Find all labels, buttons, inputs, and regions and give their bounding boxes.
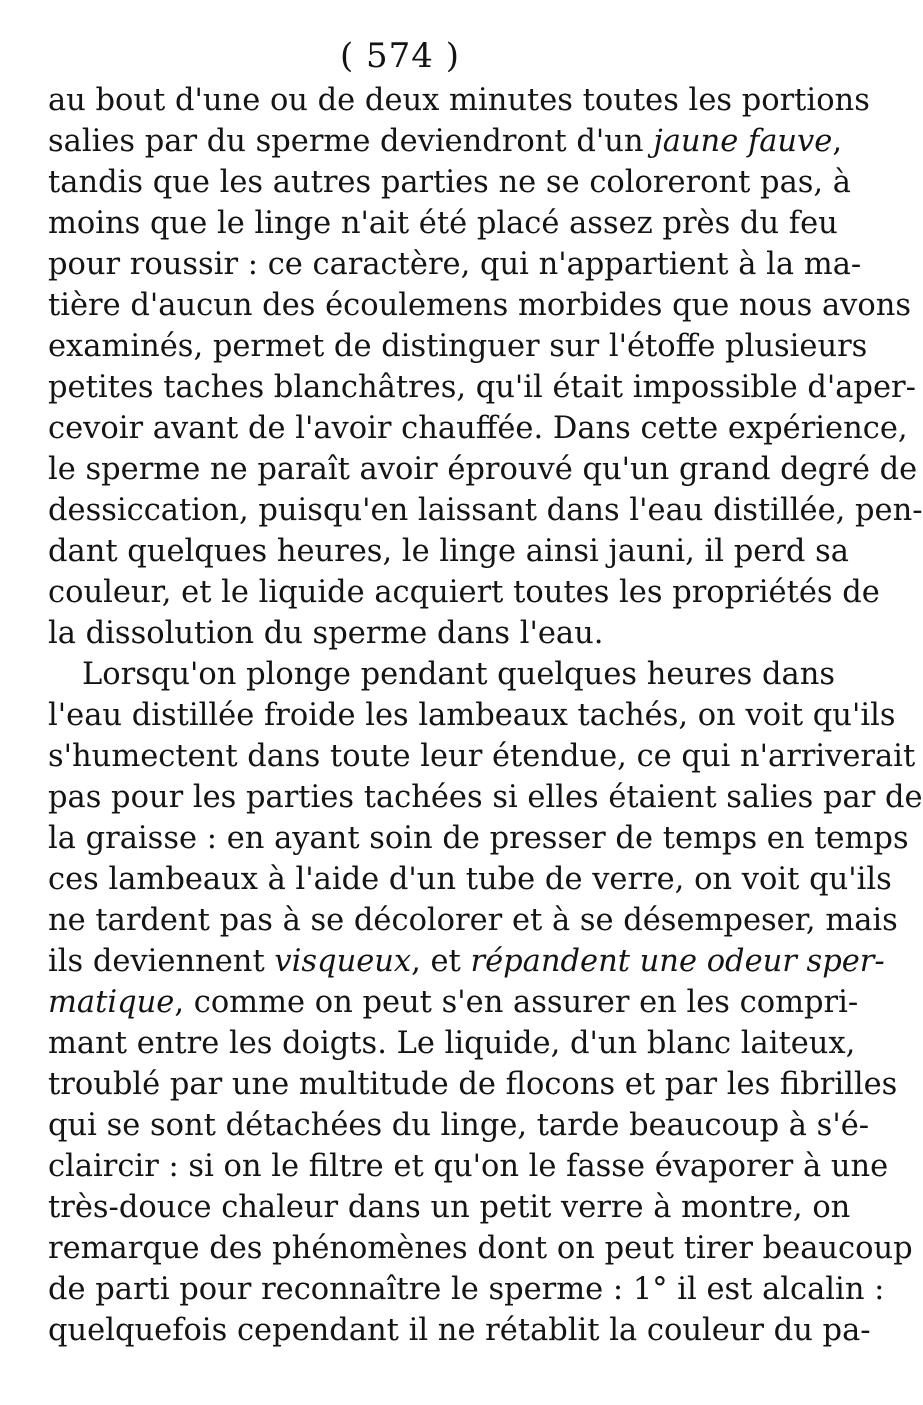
- text-line: [48, 162, 851, 203]
- text-line: [48, 531, 849, 572]
- text-segment: la graisse : en ayant soin de presser de temps en temps: [48, 821, 909, 856]
- text-segment: salies par du sperme deviendront d'un: [48, 124, 654, 159]
- text-segment: quelquefois cependant il ne rétablit la couleur du pa-: [48, 1313, 871, 1348]
- text-line: [48, 613, 752, 654]
- text-line: [48, 736, 916, 777]
- text-line: [48, 490, 923, 531]
- italic-text: jaune fauve: [653, 124, 833, 159]
- text-line: [48, 285, 912, 326]
- text-segment: petites taches blanchâtres, qu'il était impossible d'aper-: [48, 370, 916, 405]
- text-line: [48, 859, 892, 900]
- page-number: ( 574 ): [339, 36, 461, 76]
- text-line: [48, 1187, 851, 1228]
- text-line: [48, 326, 868, 367]
- text-line: [48, 982, 859, 1023]
- text-segment: moins que le linge n'ait été placé assez près du feu: [48, 206, 838, 241]
- text-segment: dessiccation, puisqu'en laissant dans l'eau distillée, pen-: [48, 493, 923, 528]
- text-segment: très-douce chaleur dans un petit verre à montre, on: [48, 1190, 851, 1225]
- text-line: [48, 900, 898, 941]
- text-segment: l'eau distillée froide les lambeaux tachés, on voit qu'ils: [48, 698, 896, 733]
- text-segment: pour roussir : ce caractère, qui n'appartient à la ma-: [48, 247, 862, 282]
- italic-text: répandent une odeur sper-: [470, 944, 885, 979]
- body-text: [48, 80, 923, 1351]
- text-line: [48, 777, 923, 818]
- text-segment: qui se sont détachées du linge, tarde beaucoup à s'é-: [48, 1108, 870, 1143]
- text-segment: pas pour les parties tachées si elles étaient salies par de: [48, 780, 923, 815]
- text-segment: la dissolution du sperme dans l'eau.: [48, 616, 604, 651]
- text-segment: ils deviennent: [48, 944, 275, 979]
- text-line: [48, 695, 896, 736]
- text-line: [48, 244, 862, 285]
- text-segment: mant entre les doigts. Le liquide, d'un blanc laiteux,: [48, 1026, 856, 1061]
- text-line: [48, 1269, 885, 1310]
- text-segment: couleur, et le liquide acquiert toutes les propriétés de: [48, 575, 880, 610]
- text-segment: au bout d'une ou de deux minutes toutes les portions: [48, 83, 870, 118]
- text-segment: cevoir avant de l'avoir chauffée. Dans cette expérience,: [48, 411, 908, 446]
- text-line: [48, 1228, 913, 1269]
- text-line: [48, 80, 870, 121]
- text-segment: ces lambeaux à l'aide d'un tube de verre, on voit qu'ils: [48, 862, 892, 897]
- text-line: [48, 1064, 898, 1105]
- text-line: [48, 572, 880, 613]
- text-line: [48, 1146, 889, 1187]
- text-line: [48, 449, 918, 490]
- text-segment: le sperme ne paraît avoir éprouvé qu'un grand degré de: [48, 452, 918, 487]
- text-line: [48, 1310, 871, 1351]
- text-segment: claircir : si on le filtre et qu'on le fasse évaporer à une: [48, 1149, 889, 1184]
- text-segment: s'humectent dans toute leur étendue, ce qui n'arriverait: [48, 739, 916, 774]
- text-segment: , et: [411, 944, 471, 979]
- text-line: [48, 1023, 856, 1064]
- text-line: [48, 818, 909, 859]
- text-segment: dant quelques heures, le linge ainsi jauni, il perd sa: [48, 534, 849, 569]
- italic-text: visqueux: [274, 944, 412, 979]
- italic-text: matique: [48, 985, 175, 1020]
- text-segment: remarque des phénomènes dont on peut tirer beaucoup: [48, 1231, 913, 1266]
- text-segment: tière d'aucun des écoulemens morbides que nous avons: [48, 288, 912, 323]
- text-line: [48, 408, 908, 449]
- text-segment: de parti pour reconnaître le sperme : 1° il est alcalin :: [48, 1272, 885, 1307]
- text-line: [48, 203, 838, 244]
- text-line: [48, 121, 843, 162]
- text-segment: tandis que les autres parties ne se coloreront pas, à: [48, 165, 851, 200]
- text-line: [48, 367, 916, 408]
- text-segment: troublé par une multitude de flocons et par les fibrilles: [48, 1067, 898, 1102]
- text-segment: ,: [832, 124, 843, 159]
- text-segment: , comme on peut s'en assurer en les compri-: [174, 985, 859, 1020]
- text-line: [48, 941, 885, 982]
- text-line: [48, 1105, 870, 1146]
- text-segment: ne tardent pas à se décolorer et à se désempeser, mais: [48, 903, 898, 938]
- text-segment: Lorsqu'on plonge pendant quelques heures dans: [82, 657, 836, 692]
- text-segment: examinés, permet de distinguer sur l'étoffe plusieurs: [48, 329, 868, 364]
- text-line: [48, 654, 836, 695]
